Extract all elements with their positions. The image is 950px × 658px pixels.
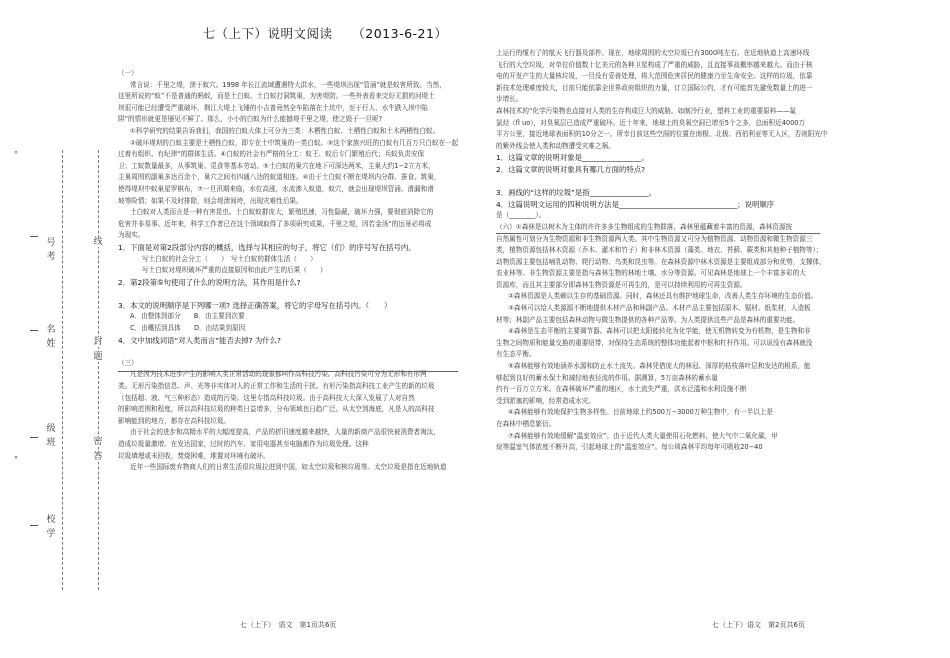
text-line: 上运行的缆有了的航天飞行器及部件。现在，地球周围的太空垃圾已有3000吨左右。在近地轨道上高速环线 [496,49,810,57]
binding-tick [30,330,38,331]
question-line: 4．这篇说明文运用的四种说明方法是________________________________；说明顺序 [496,199,775,209]
text-line: 使得堤坝中蚁巢星罗棋布，⑦一旦汛期来临，水位高涨，水流渗入蚁道，蚁穴，就会出现堤坝管涌、滑漏和滑 [118,184,434,193]
text-line: 材等；林副产品主要包括森林动物与微生物提供的各种产品等。为人类提供这些产品是森林的重要功能。 [496,315,800,324]
text-line: A．由整体到部分 B．由主要到次要 [130,312,245,321]
text-line: 够起到良好的蓄水保土和减轻地表径流的作用。据测算，5万亩森林的蓄水量 [496,373,718,382]
text-line [118,346,464,358]
footer-left: 七（上下） 语文 第1页共6页 [240,621,337,629]
text-line: 烷等温室气体浓度不断升高，引起地球上的“温室效应”。每公顷森林平均每年可吸收20−40 [496,443,763,452]
binding-seal-word: 密 [93,437,103,447]
text-line: ④森林是生态平衡的主要调节器。森林可以把太阳能转化为化学能，使无机物转变为有机物，是生物和非 [508,327,811,336]
text-line: 是（________）。 [496,211,546,220]
binding-line-outer [62,150,63,590]
text-line [118,288,464,300]
text-line: 农业林等。非生物资源主要是指与森林生物的林地土壤、水分等资源。可见森林是地球上一个丰富多彩的大 [496,269,806,278]
text-line: 森林技术的“化学污染物也直接对人类的生存构成巨大的威胁。如制冷行业，塑料工业的重要原料——氟 [496,106,797,115]
binding-seal-word: 线 [93,237,103,247]
text-line: 步增长。 [496,95,523,104]
text-line: 新技术处理难度较大，目前只能依靠全世界政府组织的力量，订立国际公约，才有可能首先避免数量上的进一 [496,83,813,92]
text-line: 在森林中栖息繁衍。 [496,420,556,428]
text-line: 土白蚁对人类而言是一种有害昆虫。土白蚁蚁群庞大，繁殖迅速，习性隐蔽，破坏力强，要彻底消除它的 [130,208,434,217]
text-line: 写土白蚁的社会分工（ ） 写土白蚁的群体生活（ ） [142,254,317,263]
binding-label-name-2: 姓 [46,339,56,349]
text-line: ③森林可以给人类源源不断地提供木材产品和林副产品。木材产品主要包括原木、锯材、纸浆材，人造板 [508,304,811,313]
binding-seal-word: 封 [93,337,103,347]
text-line: 垃圾填埋或未回收，焚烧困难，堆置对环境有破坏。 [118,451,270,460]
text-line: 坡等险情；如果不及时排除，则会堤溃间垮，出现灾难性后果。 [118,196,303,205]
text-line: 影响能到的地方，都存在高科技垃圾。 [118,416,231,425]
left-column [118,68,464,474]
binding-tick [30,525,38,526]
question-line: 2．这篇文章的说明对象具有哪几方面的特点? [496,164,646,174]
text-line: （三） [118,358,138,367]
text-line: 动物资源主要包括哺乳动物、爬行动物、鸟类和昆虫等。在森林资源中林木资源是主要组成部分和优势，支撑体， [496,257,826,266]
text-line: 类。无形污染指信息、声、光等非实体对人的正常工作和生活的干扰。有形污染指高科技工业产生的新的垃圾 [118,382,435,391]
text-line: ⑦森林能够有效地缓解“温室效应”。由于近代人类大量使用石化燃料，使大气中二氧化碳，甲 [508,431,778,440]
page-title: 七（上下）说明文阅读 （2013-6-21） [202,26,448,41]
question-line: 1．下面是对第2段部分内容的概括，选择与其相应的句子，将它（们）的序号写在括号内。 [118,242,416,252]
question-line: 3．画线的“这样的垃圾”是指________________。 [496,188,657,198]
text-line: 坝很可能已经遭受严重破坏，荆江大堤上飞锤的小吉普竟然全车陷落在土坑中，至于行人、水牛跌入坝中陷 [118,103,428,112]
binding-label-class-2: 班 [46,438,56,448]
text-line [496,176,834,188]
text-line: 凡是因为技术进步产生的影响人类正常活动的现象都叫作高科技污染。高科技污染可分为无形和有形两 [130,370,427,379]
text-line: 为现实。 [118,231,145,240]
text-line: 写土白蚁对堤坝破坏严重的直接原因和由此产生的后果（ ） [142,266,327,275]
binding-label-kao-hao-2: 考 [46,252,56,262]
binding-label-school-2: 学 [46,529,56,539]
text-line: 近年一些国际废弃物商人们的日常生活很垃圾拉进到中国，如太空垃圾和核垃圾等。太空垃圾是指在近地轨道 [130,463,447,472]
question-line: 1．这篇文章的说明对象是________________。 [496,153,649,163]
text-line: 氯烃（fl uo），对臭氧层已造成严重破坏。近十年来，地球上的臭氧空洞已增至5个之多，总面积近4000万 [496,118,806,127]
binding-dot: ° [14,455,18,464]
text-line: 过着有组织、有纪律“的群体生活。④白蚁的社会有严格的分工：蚁王、蚁后专门繁殖后代；兵蚁负责安保 [118,150,425,159]
text-line: 约有一百万立方米。在森林破坏严重的地区，水土流失严重，洪水泛滥和水利设施不断 [496,385,747,394]
text-line: 类，植物资源包括林木资源（乔木、灌木和竹子）和非林木资源（藻类、地衣、苔藓、蕨类和其他种子植物等）； [496,246,823,255]
text-line: 造成垃圾量激增。在发达国家，过时的汽车、家用电器甚至电脑都作为垃圾处理。这种 [118,440,369,448]
answer-line [496,233,820,234]
text-line: 常言说：千里之堤，溃于蚁穴。1998 年长江流域遭遇特大洪水，一些堤坝出现“管涌”就是蚁害所致。当然， [130,80,446,89]
text-line: 的紫外线会使人类和动物遭受灾难之祸。 [496,141,615,150]
binding-label-school-1: 校 [46,515,56,525]
text-line: 自然属性可划分为生物资源和非生物资源两大类。其中生物资源又可分为植物资源、动物资源和微生物资源三 [496,234,813,243]
text-line: 飞行的大空垃圾，对单位价值数十亿美元的各种卫星构成了严重的威胁，且直接事故概率越来越大。而由于核 [496,60,813,69]
binding-margin [0,0,112,658]
text-line: 这里所说的“蚁”不是普通的蚂蚁，而是土白蚁。土白蚁打洞筑巢，为害堤防。一些外表看来完好无损的河堤土 [118,92,435,101]
text-line: ⑥森林能够有效地保护生物多样性。目前地球上约500万−3000万种生物中，有一半以上是 [508,408,773,417]
binding-label-kao-hao-1: 号 [46,238,56,248]
binding-seal-word: 答 [93,452,103,462]
text-line: 资源库，而且其主要部分即森林生物资源是可再生的，是可以持续利用的可再生资源。 [496,280,747,289]
text-line: 生物之间物质和能量交换的重要纽带，对保持生态系统的整体功能起着中枢和杠杆作用。可以说没有森林就没 [496,338,813,347]
text-line: 的影响范围和程度，所以高科技垃圾的种类日益增多，分布领域也日趋广泛。从太空到海底，凡是人的高科技 [118,405,435,414]
binding-tick [30,236,38,237]
text-line: ②破坏堤坝的白蚁主要是土栖性白蚁，即专在土中筑巢的一类白蚁。③这个家族兴旺的白蚁有几百万只白蚁在一起 [130,138,459,147]
text-line: （六）①森林是以树木为主体的许许多多生物组成的生物群落，森林里蕴藏着丰富的资源，森林资源按 [496,222,793,231]
binding-line-inner [98,150,99,590]
text-line: 危害并非易事。近年来，科学工作者已在这个领域取得了多项研究成果，千里之堤，因若金汤“的远景必将成 [118,219,432,228]
text-line: 阱“的情形就更是屡见不鲜了。那么，小小的白蚁为什么能撼堤千里之堤，使之毁于一旦呢? [118,115,383,124]
text-line: 主巢周围的副巢多达百余个，巢穴之间有四通八达的蚁道相连。⑥由于土白蚁不断在堤坝内分群、蚕食、筑巢， [118,173,441,182]
binding-seal-word: 题 [93,352,103,362]
text-line: ①科学研究的结果告诉我们，我国的白蚁大体上可分为三类：木栖性白蚁、土栖性白蚁和土木两栖性白蚁。 [130,126,440,135]
text-line: C．由概括到具体 D．由结果到原因 [130,324,246,333]
text-line: 由于社会的进步和高精水平的大幅度提高，产品的折旧速度越来越快，大量的新商产品很快被消费者淘汰， [130,428,440,437]
text-line: （一） [118,69,138,77]
text-line: （包括超、液、气三种形态）造成的污染。这里专指高科技垃圾。由于高科技大大深入发展了人对自然 [118,393,415,402]
right-column [496,48,834,454]
text-line: 受到淤塞的影响，经常造成水灾。 [496,396,595,405]
text-line: ②森林资源是人类赖以生存的基础资源。同时，森林还具有维护地球生命，改善人类生存环境的生态价值。 [508,292,818,301]
text-line: ⑤森林能够有效地涵养水源和防止水土流失。森林凭借庞大的林冠、深厚的枯枝落叶层和发达的根系，能 [508,362,811,371]
binding-label-class-1: 级 [46,424,56,434]
footer-right: 七（上下）语文 第2页共6页 [712,621,805,629]
binding-dot: ° [14,150,18,159]
binding-tick [30,437,38,438]
question-line: 3．本文的说明顺序是下列哪一项? 选择正确答案，将它的字母写在括号内。（ ） [118,300,392,310]
question-line: 2．第2段第⑤句使用了什么的说明方法，其作用是什么? [118,277,301,287]
text-line: 卫；工蚁数量最多，从事筑巢、觅食等基本劳动。⑤土白蚁的巢穴在地下可深达两米，主巢大约1−2立方米， [118,161,435,170]
binding-label-name-1: 名 [46,325,56,335]
answer-line [118,371,458,372]
text-line: 平方公里，接近地球表面积的10分之一。所幸目前这些空洞的位置在南极、北极、西伯利亚等无人区，否则阳光中 [496,130,828,139]
text-line: 有生态平衡。 [496,350,536,359]
question-line: 4．文中加线词语“对人类而言”能否去掉? 为什么? [118,335,281,345]
text-line: 电的开发产生的大量核垃圾，一旦没有妥善处理，将大范围危害居民的健康乃至生命安全。这样的垃圾，依靠 [496,72,813,81]
